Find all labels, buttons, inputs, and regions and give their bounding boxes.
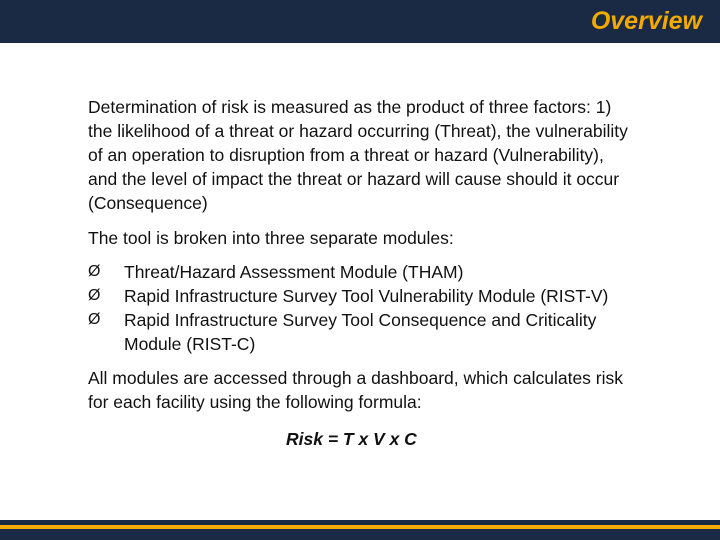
- list-item: [88, 260, 633, 284]
- list-item: [88, 308, 633, 356]
- header-bar: [0, 0, 720, 43]
- module-label: Rapid Infrastructure Survey Tool Consequence and Criticality Module (RIST-C): [124, 310, 597, 354]
- arrow-bullet-icon: Ø: [88, 263, 101, 280]
- module-label: Threat/Hazard Assessment Module (THAM): [124, 262, 464, 282]
- slide-content: [88, 95, 633, 451]
- arrow-bullet-icon: Ø: [88, 311, 101, 328]
- dashboard-paragraph: All modules are accessed through a dashboard, which calculates risk for each facility using the following formula:: [88, 368, 624, 412]
- footer-bar: [0, 520, 720, 540]
- arrow-bullet-icon: Ø: [88, 287, 101, 304]
- module-label: Rapid Infrastructure Survey Tool Vulnerability Module (RIST-V): [124, 286, 609, 306]
- list-item: [88, 284, 633, 308]
- modules-lead-paragraph: The tool is broken into three separate modules:: [88, 228, 454, 248]
- modules-list: [88, 260, 633, 356]
- risk-formula: Risk = T x V x C: [286, 429, 417, 449]
- slide-title: Overview: [590, 7, 702, 35]
- intro-paragraph: Determination of risk is measured as the product of three factors: 1) the likelihood of a threat or hazard occurring (Threat), the vulnerability of an operation to disruption from a threat or hazard (Vulnerability), and the level of impact the threat or hazard will cause should it occur (Consequence): [88, 97, 628, 213]
- footer-accent-stripe: [0, 525, 720, 529]
